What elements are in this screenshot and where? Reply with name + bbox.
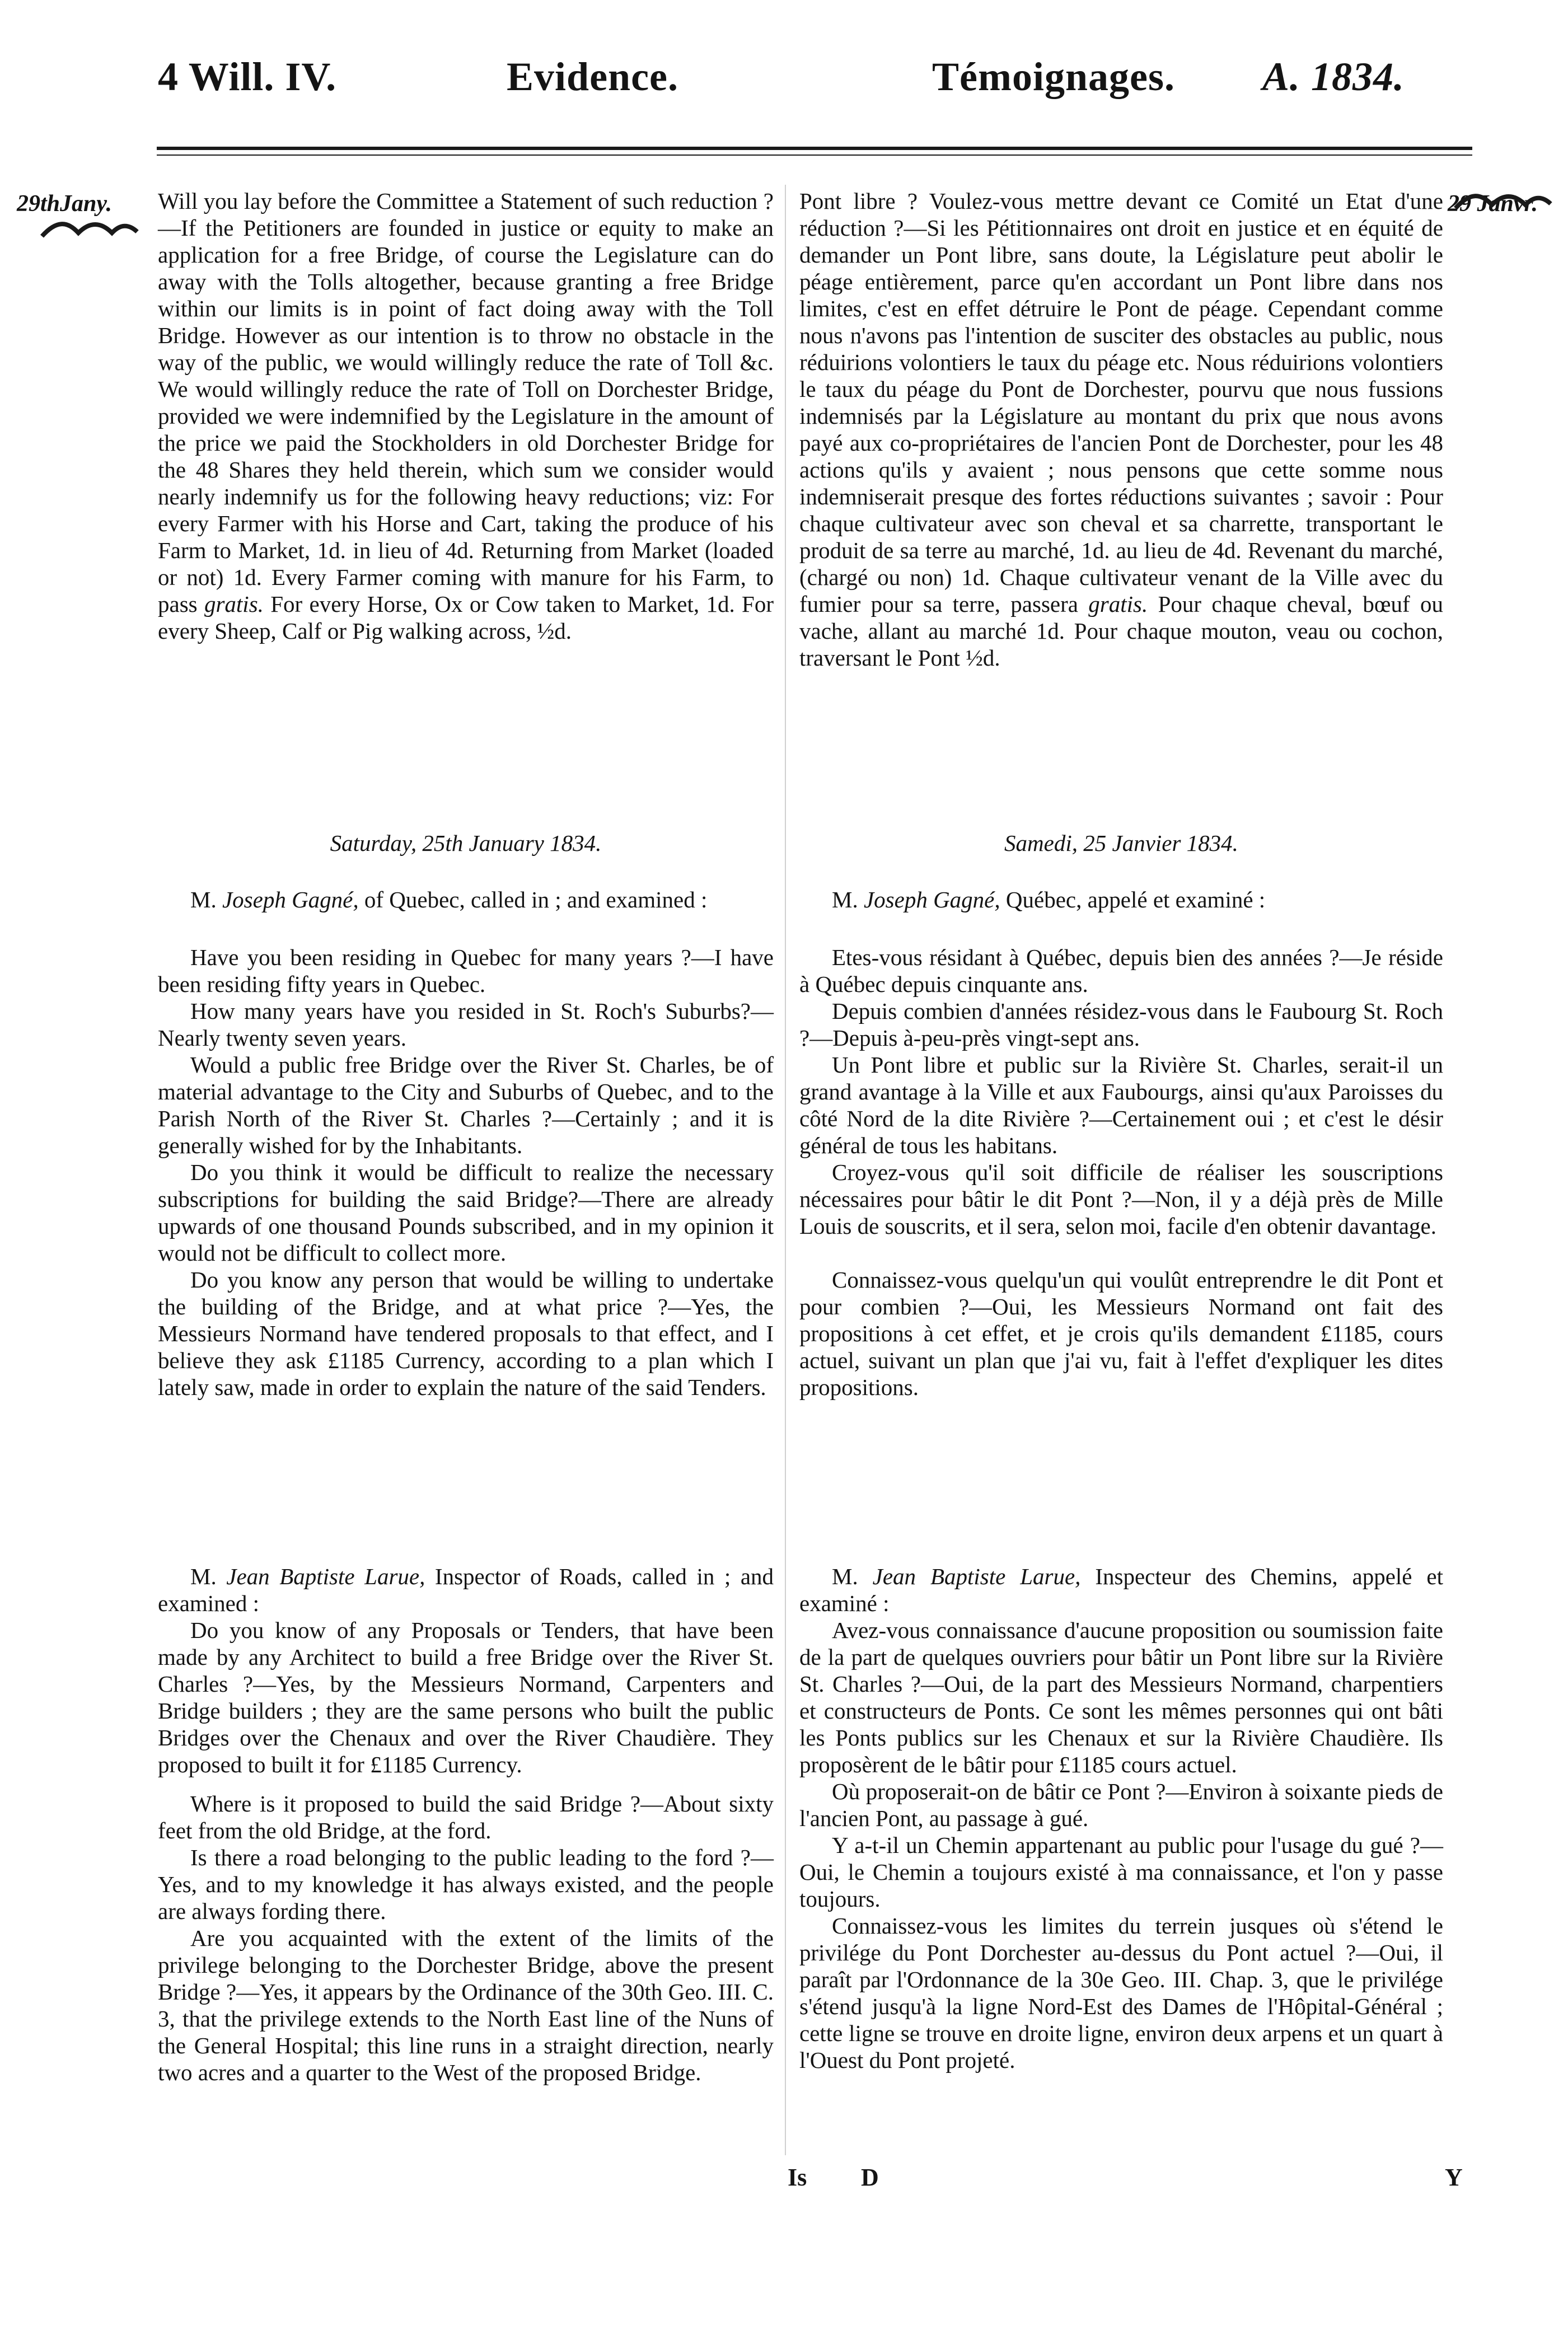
header-year: A. 1834. [1262,54,1405,99]
french-qa1-item: Depuis combien d'années résidez-vous dans le Faubourg St. Roch ?—Depuis à-peu-près vingt-sept ans. [799,998,1443,1051]
english-intro-paragraph [158,188,774,644]
english-intro-gratis: gratis. [204,591,264,617]
margin-date-left: 29thJany. [17,191,112,217]
english-qa1-item: Have you been residing in Quebec for many years ?—I have been residing fifty years in Quebec. [158,944,774,997]
english-w1-name: Joseph Gagné, [222,887,359,912]
signature-mark-1: Is [788,2164,807,2191]
french-intro-text: Pont libre ? Voulez-vous mettre devant ce Comité un Etat d'une réduction ?—Si les Pétitionnaires ont droit en justice et en équité de demander un Pont libre, sans doute, la Législature peut abolir le péage entièrement, parce qu'en accordant un Pont libre dans nos limites, c'est en effet détruire le Pont de péage. Cependant comme nous n'avons pas l'intention de susciter des obstacles au public, nous réduirions volontiers le taux du péage etc. Nous réduirions volontiers le taux du péage du Pont de Dorchester, pourvu que nous fussions indemnisés par la Législature au montant du prix que nous avons payé aux co-propriétaires de l'ancien Pont de Dorchester, pour les 48 actions qu'ils y avaient ; nous pensons que cette somme nous indemniserait presque des fortes réductions suivantes ; savoir : Pour chaque cultivateur avec son cheval et sa charrette, transportant le produit de sa terre au marché, 1d. au lieu de 4d. Revenant du marché, (chargé ou non) 1d. Chaque cultivateur venant de la Ville avec du fumier pour sa terre, passera [799,188,1443,617]
margin-ornament-right [1453,191,1553,214]
french-qa-block-2 [799,1617,1443,2073]
french-qa2-item: Où proposerait-on de bâtir ce Pont ?—Environ à soixante pieds de l'ancien Pont, au passage à gué. [799,1778,1443,1831]
english-qa-block-1 [158,944,774,1401]
english-intro-text: Will you lay before the Committee a Statement of such reduction ?—If the Petitioners are founded in justice or equity to make an application for a free Bridge, of course the Legislature can do away with the Tolls altogether, because granting a free Bridge within our limits is in point of fact doing away with the Toll Bridge. However as our intention is to throw no obstacle in the way of the public, we would willingly reduce the rate of Toll &c. We would willingly reduce the rate of Toll on Dorchester Bridge, provided we were indemnified by the Legislature in the amount of the price we paid the Stockholders in old Dorchester Bridge for the 48 Shares they held therein, which sum we consider would nearly indemnify us for the following heavy reductions; viz: For every Farmer with his Horse and Cart, taking the produce of his Farm to Market, 1d. in lieu of 4d. Returning from Market (loaded or not) 1d. Every Farmer coming with manure for his Farm, to pass [158,188,774,617]
french-witness-2 [799,1563,1443,1617]
french-w2-rest: Inspecteur des Chemins, appelé et examiné : [799,1564,1444,1616]
header-rule-thin [157,155,1472,156]
english-qa2-item: Where is it proposed to build the said Bridge ?—About sixty feet from the old Bridge, at the ford. [158,1791,774,1843]
english-witness-2 [158,1563,774,1617]
english-qa1-item: How many years have you resided in St. Roch's Suburbs?—Nearly twenty seven years. [158,998,774,1051]
english-w1-prefix: M. [190,887,217,912]
french-w1-rest: Québec, appelé et examiné : [1005,887,1266,912]
catchword: Y [1445,2164,1463,2191]
french-w2-name: Jean Baptiste Larue, [872,1564,1081,1589]
header-temoignages: Témoignages. [932,54,1175,99]
english-qa1-item: Do you know any person that would be willing to undertake the building of the Bridge, and at what price ?—Yes, the Messieurs Normand have tendered proposals to that effect, and I believe they ask £1185 Currency, according to a plan which I lately saw, made in order to explain the nature of the said Tenders. [158,1267,774,1400]
english-intro-end: For every Horse, Ox or Cow taken to Market, 1d. For every Sheep, Calf or Pig walking across, ½d. [158,591,774,644]
english-date-heading [158,830,774,856]
margin-ornament-left [39,219,140,242]
french-qa2-item: Avez-vous connaissance d'aucune proposition ou soumission faite de la part de quelques ouvriers pour bâtir un Pont libre sur la Rivière St. Charles ?—Oui, de la part des Messieurs Normand, charpentiers et constructeurs de Ponts. Ce sont les mêmes personnes qui ont bâti les Ponts publics sur les Chenaux et sur la Rivière Chaudière. Ils proposèrent de le bâtir pour £1185 cours actuel. [799,1617,1443,1777]
english-qa2-item: Is there a road belonging to the public leading to the ford ?—Yes, and to my knowledge it has always existed, and the people are always fording there. [158,1845,774,1924]
french-date-text: Samedi, 25 Janvier 1834. [1004,830,1238,856]
english-qa2-item: Do you know of any Proposals or Tenders, that have been made by any Architect to build a free Bridge over the River St. Charles ?—Yes, by the Messieurs Normand, Carpenters and Bridge builders ; they are the same persons who built the public Bridges over the Chenaux and over the River Chaudière. They proposed to built it for £1185 Currency. [158,1617,774,1777]
header-evidence: Evidence. [507,54,678,99]
english-w2-rest: Inspector of Roads, called in ; and examined : [158,1564,774,1616]
french-qa2-item: Connaissez-vous les limites du terrein jusques où s'étend le privilége du Pont Dorchester au-dessus du Pont actuel ?—Oui, il paraît par l'Ordonnance de la 30e Geo. III. Chap. 3, que le privilége s'étend jusqu'à la ligne Nord-Est des Dames de l'Hôpital-Général ; cette ligne se trouve en droite ligne, environ deux arpens et un quart à l'Ouest du Pont projeté. [799,1913,1443,2073]
signature-mark-2: D [861,2164,879,2191]
english-qa1-item: Would a public free Bridge over the River St. Charles, be of material advantage to the City and Suburbs of Quebec, and to the Parish North of the River St. Charles ?—Certainly ; and it is generally wished for by the Inhabitants. [158,1052,774,1158]
french-qa-block-1 [799,944,1443,1401]
column-divider [785,185,786,2155]
english-qa2-item: Are you acquainted with the extent of the limits of the privilege belonging to the Dorchester Bridge, above the present Bridge ?—Yes, it appears by the Ordinance of the 30th Geo. III. C. 3, that the privilege extends to the North East line of the Nuns of the General Hospital; this line runs in a straight direction, nearly two acres and a quarter to the West of the proposed Bridge. [158,1925,774,2085]
header-volume: 4 Will. IV. [158,54,337,99]
english-w1-rest: of Quebec, called in ; and examined : [364,887,708,912]
english-w2-prefix: M. [190,1564,217,1589]
french-date-heading [799,830,1443,856]
french-w1-prefix: M. [832,887,858,912]
english-witness-1 [158,886,774,913]
english-w2-name: Jean Baptiste Larue, [226,1564,425,1589]
french-qa1-item: Un Pont libre et public sur la Rivière St. Charles, serait-il un grand avantage à la Ville et aux Faubourgs, ainsi qu'aux Paroisses du côté Nord de la dite Rivière ?—Certainement oui ; et c'est le désir général de tous les habitans. [799,1052,1443,1158]
header-rule-thick [157,147,1472,150]
french-witness-1 [799,886,1443,913]
french-intro-paragraph [799,188,1443,671]
french-intro-gratis: gratis. [1088,591,1148,617]
english-qa-block-2 [158,1617,774,2086]
french-w2-prefix: M. [832,1564,858,1589]
english-date-text: Saturday, 25th January 1834. [330,830,602,856]
french-qa1-item: Connaissez-vous quelqu'un qui voulût entreprendre le dit Pont et pour combien ?—Oui, les Messieurs Normand ont fait des propositions à cet effet, et je crois qu'ils demandent £1185, cours actuel, suivant un plan que j'ai vu, fait à l'effet d'expliquer les dites propositions. [799,1267,1443,1400]
french-w1-name: Joseph Gagné, [863,887,1000,912]
english-qa1-item: Do you think it would be difficult to realize the necessary subscriptions for building the said Bridge?—There are already upwards of one thousand Pounds subscribed, and in my opinion it would not be difficult to collect more. [158,1159,774,1266]
french-intro-end: Pour chaque cheval, bœuf ou vache, allant au marché 1d. Pour chaque mouton, veau ou cochon, traversant le Pont ½d. [799,591,1443,671]
french-qa1-item: Etes-vous résidant à Québec, depuis bien des années ?—Je réside à Québec depuis cinquante ans. [799,944,1443,997]
french-qa1-item: Croyez-vous qu'il soit difficile de réaliser les souscriptions nécessaires pour bâtir le dit Pont ?—Non, il y a déjà près de Mille Louis de souscrits, et il sera, selon moi, facile d'en obtenir davantage. [799,1159,1443,1239]
margin-date-right: 29 Janvr. [1448,191,1538,217]
french-qa2-item: Y a-t-il un Chemin appartenant au public pour l'usage du gué ?—Oui, le Chemin a toujours existé à ma connaissance, et l'on y passe toujours. [799,1832,1443,1912]
